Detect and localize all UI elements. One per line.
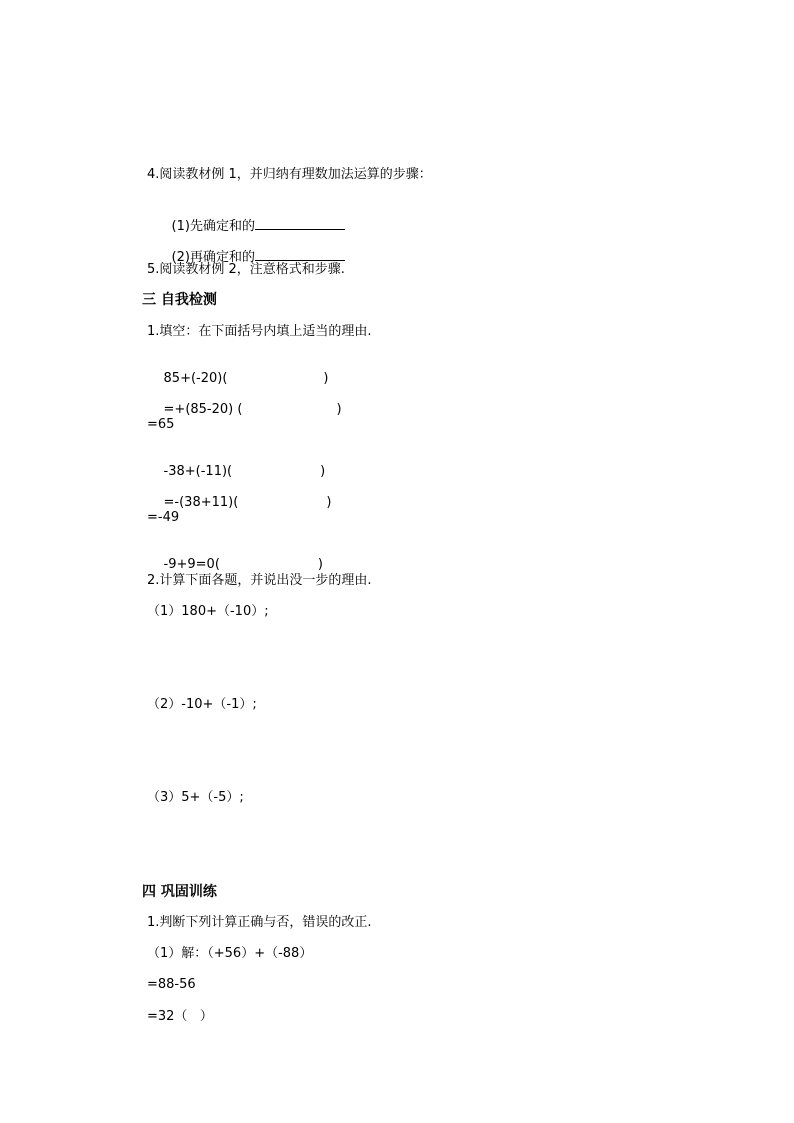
fill-line-2-close: )	[336, 402, 342, 417]
section-3-q1: 1.填空：在下面括号内填上适当的理由.	[147, 324, 372, 339]
section-3-q2-3: （3）5+（-5）;	[147, 790, 244, 805]
answer-blank[interactable]	[255, 247, 345, 261]
section-4-q1-line2: =88-56	[147, 977, 196, 992]
fill-line-4-close: )	[320, 464, 326, 479]
section-3-q2: 2.计算下面各题，并说出没一步的理由.	[147, 573, 372, 588]
section-4-q1-line3: =32（ ）	[147, 1009, 213, 1024]
item-5-text: 5.阅读教材例 2，注意格式和步骤.	[147, 262, 345, 277]
fill-line-3: =65	[147, 417, 175, 432]
fill-line-5-close: )	[326, 495, 332, 510]
section-3-q2-2: （2）-10+（-1）;	[147, 697, 257, 712]
fill-line-6: =-49	[147, 510, 180, 525]
fill-line-2-expr: =+(85-20) (	[163, 402, 243, 417]
item-4-2-text: (2)再确定和的	[171, 250, 255, 265]
fill-line-1-close: )	[323, 371, 329, 386]
section-4-heading: 四 巩固训练	[142, 884, 217, 900]
fill-line-2	[147, 386, 342, 434]
item-4-1-text: (1)先确定和的	[171, 219, 255, 234]
fill-line-5-expr: =-(38+11)(	[163, 495, 239, 510]
answer-blank[interactable]	[255, 216, 345, 230]
fill-line-4-expr: -38+(-11)(	[163, 464, 233, 479]
item-4-text: 4.阅读教材例 1，并归纳有理数加法运算的步骤：	[147, 167, 432, 182]
section-4-q1-1: （1）解：（+56）+（-88）	[147, 946, 313, 961]
fill-line-7-expr: -9+9=0(	[163, 557, 220, 572]
fill-line-1-expr: 85+(-20)(	[163, 371, 228, 386]
fill-line-7-close: )	[317, 557, 323, 572]
section-4-q1: 1.判断下列计算正确与否，错误的改正.	[147, 915, 372, 930]
section-3-heading: 三 自我检测	[142, 292, 217, 308]
section-3-q2-1: （1）180+（-10）;	[147, 604, 269, 619]
